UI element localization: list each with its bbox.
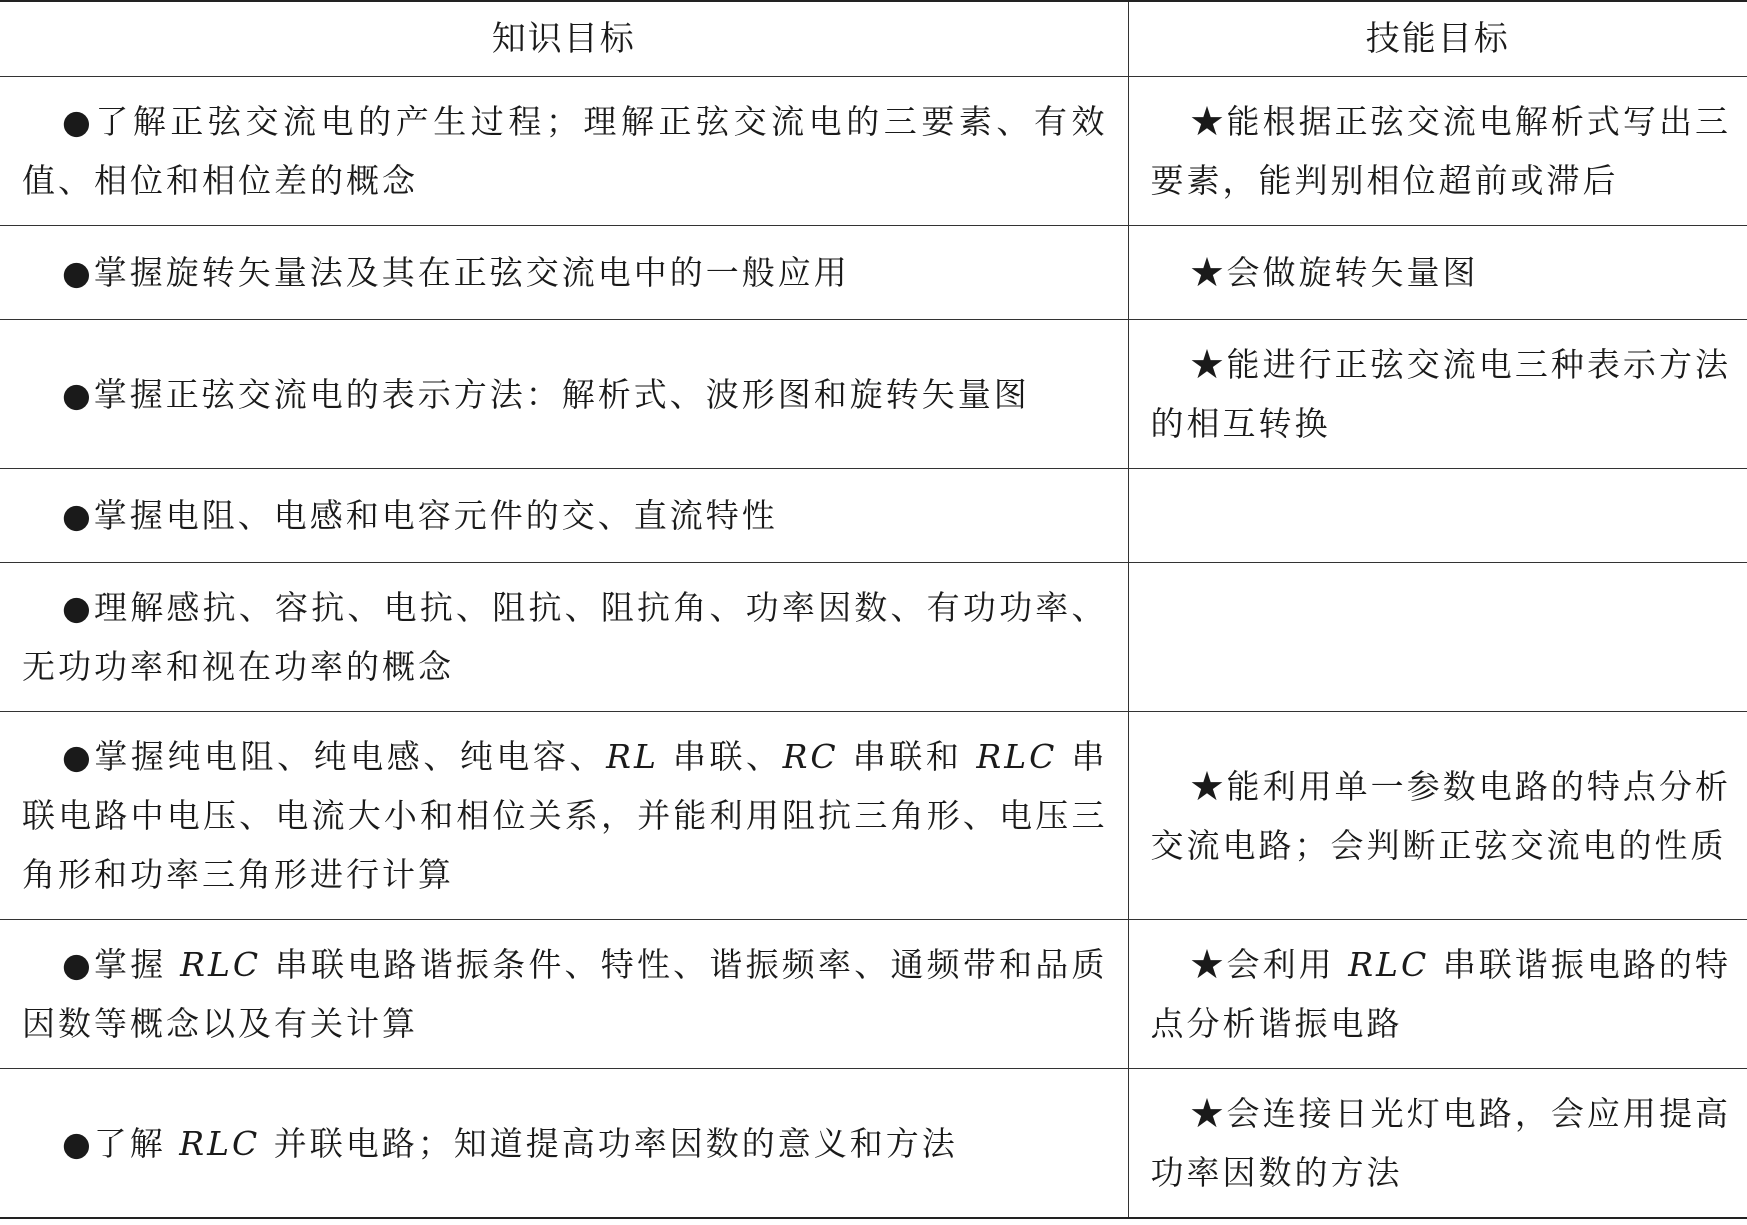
skill-goal-cell: ★会利用 RLC 串联谐振电路的特点分析谐振电路 [1128, 920, 1747, 1069]
knowledge-goal-cell: ●掌握旋转矢量法及其在正弦交流电中的一般应用 [0, 226, 1128, 320]
table-row [0, 469, 1747, 563]
header-knowledge-goals: 知识目标 [0, 1, 1128, 77]
skill-goal-cell: ★能利用单一参数电路的特点分析交流电路；会判断正弦交流电的性质 [1128, 712, 1747, 920]
table-row [0, 563, 1747, 712]
knowledge-goal-cell: ●理解感抗、容抗、电抗、阻抗、阻抗角、功率因数、有功功率、无功功率和视在功率的概念 [0, 563, 1128, 712]
skill-goal-cell-empty [1128, 563, 1747, 712]
table-row [0, 1069, 1747, 1219]
knowledge-goal-cell: ●掌握 RLC 串联电路谐振条件、特性、谐振频率、通频带和品质因数等概念以及有关计算 [0, 920, 1128, 1069]
table-row [0, 226, 1747, 320]
knowledge-goal-cell: ●掌握电阻、电感和电容元件的交、直流特性 [0, 469, 1128, 563]
skill-goal-cell: ★会做旋转矢量图 [1128, 226, 1747, 320]
header-skill-goals: 技能目标 [1128, 1, 1747, 77]
table-row [0, 712, 1747, 920]
skill-goal-cell: ★能根据正弦交流电解析式写出三要素，能判别相位超前或滞后 [1128, 77, 1747, 226]
table-row [0, 77, 1747, 226]
skill-goal-cell: ★能进行正弦交流电三种表示方法的相互转换 [1128, 320, 1747, 469]
table-row [0, 920, 1747, 1069]
table-row [0, 320, 1747, 469]
knowledge-goal-cell: ●了解正弦交流电的产生过程；理解正弦交流电的三要素、有效值、相位和相位差的概念 [0, 77, 1128, 226]
knowledge-goal-cell: ●了解 RLC 并联电路；知道提高功率因数的意义和方法 [0, 1069, 1128, 1219]
knowledge-goal-cell: ●掌握正弦交流电的表示方法：解析式、波形图和旋转矢量图 [0, 320, 1128, 469]
knowledge-goal-cell: ●掌握纯电阻、纯电感、纯电容、RL 串联、RC 串联和 RLC 串联电路中电压、电流大小和相位关系，并能利用阻抗三角形、电压三角形和功率三角形进行计算 [0, 712, 1128, 920]
header-row [0, 1, 1747, 77]
skill-goal-cell-empty [1128, 469, 1747, 563]
skill-goal-cell: ★会连接日光灯电路，会应用提高功率因数的方法 [1128, 1069, 1747, 1219]
